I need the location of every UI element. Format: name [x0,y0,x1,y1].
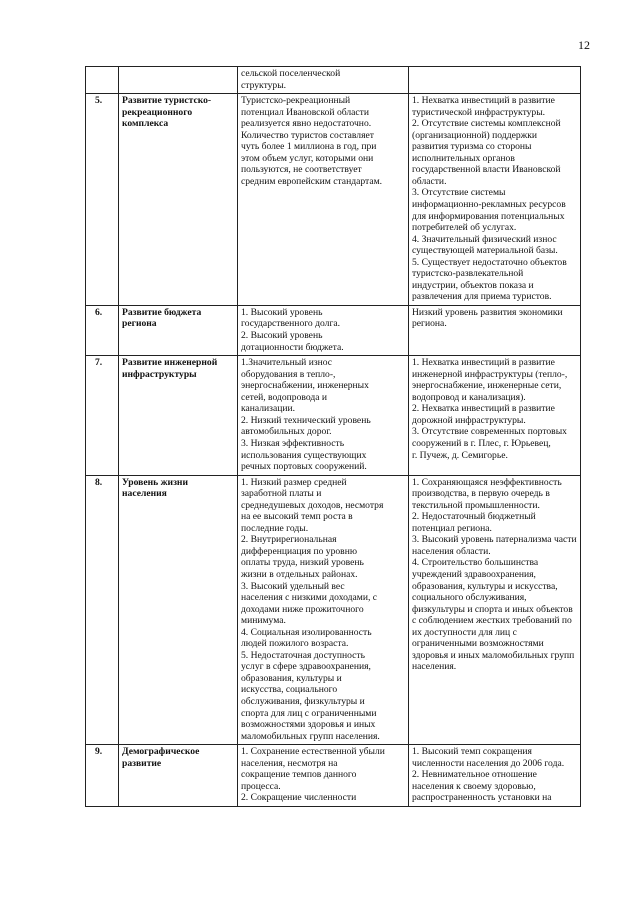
text-line: дотационности бюджета. [241,341,344,353]
text-line: этом объем услуг, которыми они [241,152,374,164]
text-line: жизни в отдельных районах. [241,568,358,580]
direction-cell [119,94,238,306]
text-line: индустрии, объектов показа и [412,279,534,291]
text-line: региона. [412,318,447,330]
problems-cell [238,67,409,94]
causes-cell [409,94,581,306]
text-line: ограниченными возможностями [412,638,544,650]
text-line: населения. [412,661,457,673]
text-line: населения [122,488,167,500]
text-line: 1. Сохраняющаяся неэффективность [412,476,562,488]
text-line: численности населения до 2006 года. [412,757,565,769]
text-line: услуг в сфере здравоохранения, [241,661,371,673]
text-line: оборудования в тепло-, [241,368,336,380]
text-line: Развитие инженерной [122,357,218,369]
text-line: населения к своему здоровью, [412,780,536,792]
text-line: для информирования потенциальных [412,210,565,222]
text-line: развитие [122,757,162,769]
text-line: региона [122,318,157,330]
text-line: образования, культуры и [241,672,342,684]
text-line: 1.Значительный износ [241,357,333,369]
text-line: учреждений здравоохранения, [412,568,536,580]
problems-table [85,66,581,807]
text-line: с соблюдением жестких требований по [412,615,572,627]
text-line: социального обслуживания, [412,592,527,604]
causes-cell [409,67,581,94]
text-line: комплекса [122,118,169,130]
text-line: 1. Высокий темп сокращения [412,746,532,758]
problems-cell [238,94,409,306]
text-line: туристско-развлекательной [412,268,524,280]
text-line: 2. Низкий технический уровень [241,414,371,426]
text-line: 3. Отсутствие современных портовых [412,426,567,438]
text-line: Низкий уровень развития экономики [412,306,563,318]
problems-cell [238,305,409,355]
text-line: автомобильных дорог. [241,426,332,438]
text-line: Уровень жизни [122,476,188,488]
text-line: населения, несмотря на [241,757,338,769]
text-line: дифференциация по уровню [241,545,357,557]
table-row [86,67,581,94]
text-line: 5. Существует недостаточно объектов [412,256,567,268]
text-line: энергоснабжении, инженерных [241,380,369,392]
text-line: потребителей об услугах. [412,222,517,234]
text-line: рекреационного [122,106,193,118]
text-line: населения области. [412,545,491,557]
text-line: на ее высокий темп роста в [241,511,353,523]
text-line: государственного долга. [241,318,341,330]
text-line: 5. Недостаточная доступность [241,649,365,661]
text-line: канализации. [241,403,296,415]
text-line: текстильной промышленности. [412,499,540,511]
direction-cell [119,356,238,475]
row-number: 7. [86,356,119,475]
text-line: сельской поселенческой [241,68,341,79]
text-line: области. [412,175,447,187]
text-line: последние годы. [241,522,309,534]
text-line: инженерной инфраструктуры (тепло-, [412,368,568,380]
text-line: производства, в первую очередь в [412,488,550,500]
text-line: 1. Высокий уровень [241,306,323,318]
row-number: 6. [86,305,119,355]
text-line: 3. Отсутствие системы [412,187,506,199]
problems-cell [238,745,409,807]
text-line: 1. Сохранение естественной убыли [241,746,385,758]
text-line: 1. Нехватка инвестиций в развитие [412,95,555,107]
text-line: 2. Недостаточный бюджетный [412,511,536,523]
text-line: структуры. [241,79,287,91]
causes-cell [409,356,581,475]
text-line: распространенность установки на [412,792,552,804]
text-line: использования существующих [241,449,367,461]
text-line: энергоснабжение, инженерные сети, [412,380,562,392]
text-line: Развитие бюджета [122,306,202,318]
text-line: 4. Социальная изолированность [241,626,372,638]
text-line: водопровод и канализация). [412,391,526,403]
text-line: населения с низкими доходами, с [241,592,378,604]
text-line: 4. Значительный физический износ [412,233,557,245]
text-line: 3. Высокий удельный вес [241,580,345,592]
table-row [86,475,581,745]
text-line: 2. Внутрирегиональная [241,534,337,546]
row-number: 5. [86,94,119,306]
causes-cell [409,475,581,745]
text-line: потенциал региона. [412,522,492,534]
row-number [86,67,119,94]
table-row [86,745,581,807]
text-line: развития туризма со стороны [412,141,532,153]
text-line: существующей материальной базы. [412,245,558,257]
text-line: сокращение темпов данного [241,769,357,781]
text-line: минимума. [241,615,286,627]
text-line: туристической инфраструктуры. [412,106,546,118]
text-line: возможностями здоровья и иных [241,719,376,731]
text-line: среднедушевых доходов, несмотря [241,499,384,511]
text-line: чуть более 1 миллиона в год, при [241,141,377,153]
text-line: 1. Низкий размер средней [241,476,347,488]
text-line: сетей, водопровода и [241,391,328,403]
text-line: 4. Строительство большинства [412,557,539,569]
table-row [86,305,581,355]
direction-cell [119,305,238,355]
text-line: спорта для лиц с ограниченными [241,707,377,719]
text-line: маломобильных групп населения. [241,730,380,742]
text-line: потенциал Ивановской области [241,106,370,118]
direction-cell [119,745,238,807]
row-number: 8. [86,475,119,745]
text-line: 2. Сокращение численности [241,792,357,804]
table-row [86,356,581,475]
text-line: средним европейским стандартам. [241,175,383,187]
text-line: 1. Нехватка инвестиций в развитие [412,357,555,369]
text-line: инфраструктуры [122,368,197,380]
text-line: 3. Высокий уровень патернализма части [412,534,577,546]
text-line: физкультуры и спорта и иных объектов [412,603,573,615]
text-line: 2. Невнимательное отношение [412,769,537,781]
problems-cell [238,475,409,745]
text-line: сооружений в г. Плес, г. Юрьевец, [412,437,551,449]
text-line: пользуются, не соответствует [241,164,362,176]
text-line: Количество туристов составляет [241,129,374,141]
text-line: доходами ниже прожиточного [241,603,364,615]
text-line: 2. Высокий уровень [241,330,323,342]
text-line: исполнительных органов [412,152,515,164]
text-line: речных портовых сооружений. [241,461,367,473]
text-line: их доступности для лиц с [412,626,517,638]
text-line: заработной платы и [241,488,322,500]
text-line: государственной власти Ивановской [412,164,561,176]
text-line: здоровья и иных маломобильных групп [412,649,575,661]
direction-cell [119,475,238,745]
text-line: людей пожилого возраста. [241,638,349,650]
row-number: 9. [86,745,119,807]
text-line: обслуживания, физкультуры и [241,695,365,707]
causes-cell [409,745,581,807]
text-line: г. Пучеж, д. Семигорье. [412,449,508,461]
text-line: процесса. [241,780,281,792]
text-line: Демографическое [122,746,200,758]
text-line: реализуется явно недостаточно. [241,118,372,130]
page-number: 12 [578,38,590,52]
text-line: (организационной) поддержки [412,129,538,141]
text-line: дорожной инфраструктуры. [412,414,526,426]
problems-cell [238,356,409,475]
text-line: 3. Низкая эффективность [241,437,345,449]
causes-cell [409,305,581,355]
text-line: Развитие туристско- [122,95,212,107]
text-line: искусства, социального [241,684,338,696]
table-row [86,94,581,306]
text-line: 2. Нехватка инвестиций в развитие [412,403,555,415]
text-line: Туристско-рекреационный [241,95,351,107]
text-line: информационно-рекламных ресурсов [412,199,566,211]
text-line: оплаты труда, низкий уровень [241,557,364,569]
direction-cell [119,67,238,94]
text-line: 2. Отсутствие системы комплексной [412,118,561,130]
text-line: развлечения для приема туристов. [412,291,552,303]
text-line: образования, культуры и искусства, [412,580,558,592]
